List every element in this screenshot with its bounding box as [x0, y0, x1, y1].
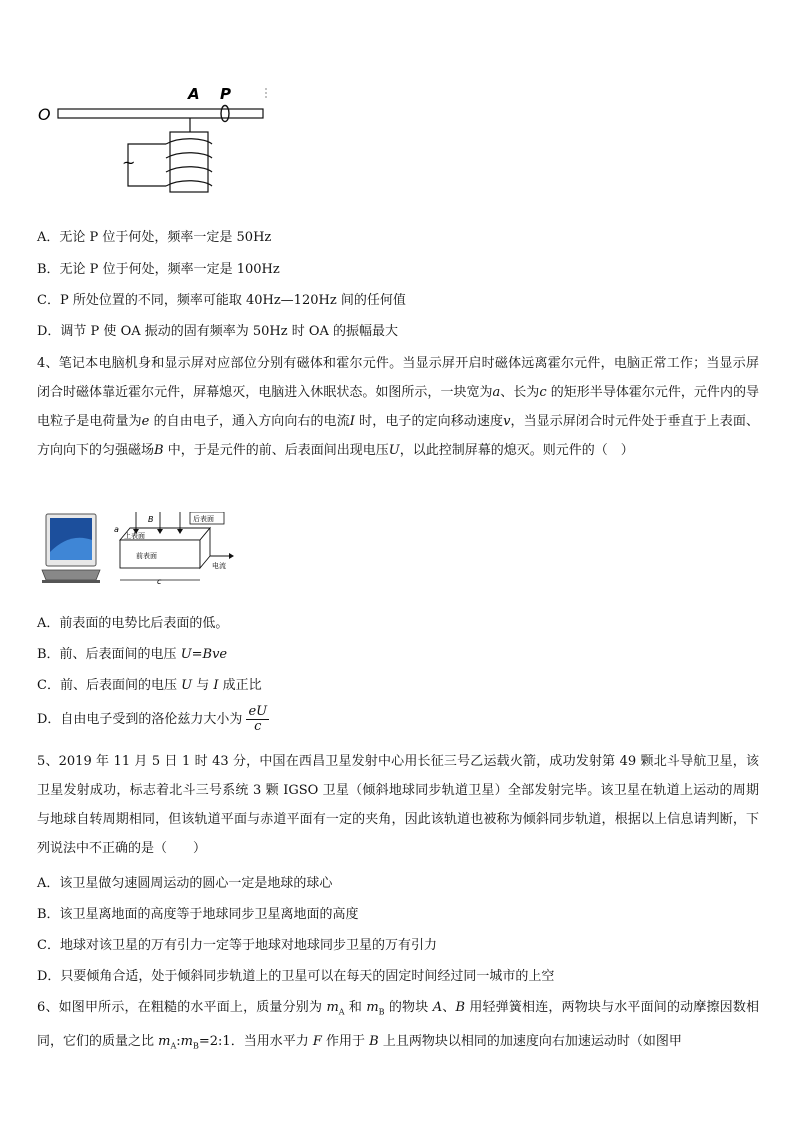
hall-element-figure	[40, 512, 240, 592]
label-top-surface: 上表面	[124, 532, 145, 540]
q5-option-d: D．只要倾角合适，处于倾斜同步轨道上的卫星可以在每天的固定时间经过同一城市的上空	[37, 969, 555, 984]
q4-stem: 4、笔记本电脑机身和显示屏对应部位分别有磁体和霍尔元件。当显示屏开启时磁体远离霍尔元件，电脑正常工作；当显示屏闭合时磁体靠近霍尔元件，屏幕熄灭，电脑进入休眠状态。如图所示，一块宽为a、长为c 的矩形半导体霍尔元件，元件内的导电粒子是电荷量为e 的自由电子，通入方向向右的电流I 时，电子的定向移动速度v，当显示屏闭合时元件处于垂直于上表面、方向向下的匀强磁场B 中，于是元件的前、后表面间出现电压U，以此控制屏幕的熄灭。则元件的（ ）	[37, 356, 759, 458]
ac-source-icon: ~	[122, 153, 136, 172]
lorentz-fraction: $\frac{eU}{c}$	[248, 704, 268, 734]
coil-core	[170, 132, 208, 192]
q4-option-d: D．自由电子受到的洛伦兹力大小为 $\frac{eU}{c}$	[37, 704, 268, 734]
q5-stem: 5、2019 年 11 月 5 日 1 时 43 分，中国在西昌卫星发射中心用长征三号乙运载火箭，成功发射第 49 颗北斗导航卫星，该卫星发射成功，标志着北斗三号系统 3 颗 IGSO 卫星（倾斜地球同步轨道卫星）全部发射完毕。该卫星在轨道上运动的周期与地球自转周期相同，但该轨道平面与赤道平面有一定的夹角，因此该轨道也被称为倾斜同步轨道，根据以上信息请判断，下列说法中不正确的是（ ）	[37, 754, 759, 856]
q5-option-b: B．该卫星离地面的高度等于地球同步卫星离地面的高度	[37, 907, 359, 922]
label-O: O	[38, 105, 51, 124]
q4-option-b: B．前、后表面间的电压 U=Bve	[37, 647, 228, 662]
label-current: 电流	[212, 562, 226, 570]
label-back-surface: 后表面	[193, 515, 214, 523]
q4-option-a: A．前表面的电势比后表面的低。	[37, 616, 229, 631]
q5-option-a: A．该卫星做匀速圆周运动的圆心一定是地球的球心	[37, 876, 333, 891]
label-A: A	[188, 85, 200, 103]
q3-option-a: A．无论 P 位于何处，频率一定是 50Hz	[37, 230, 272, 245]
laptop-icon	[42, 514, 100, 583]
label-B: B	[148, 515, 154, 524]
q3-option-d: D．调节 P 使 OA 振动的固有频率为 50Hz 时 OA 的振幅最大	[37, 324, 399, 339]
q4-option-c: C．前、后表面间的电压 U 与 I 成正比	[37, 678, 262, 693]
rod-vibration-figure	[30, 82, 280, 198]
q6-stem: 6、如图甲所示，在粗糙的水平面上，质量分别为 $m_A$ 和 $m_B$ 的物块 A、B 用轻弹簧相连，两物块与水平面间的动摩擦因数相同，它们的质量之比 $m_A:m_B=2:1$．当用水平力 F 作用于 B 上且两物块以相同的加速度向右加速运动时（如图甲	[37, 1000, 759, 1051]
q3-option-b: B．无论 P 位于何处，频率一定是 100Hz	[37, 262, 280, 277]
q5-option-c: C．地球对该卫星的万有引力一定等于地球对地球同步卫星的万有引力	[37, 938, 437, 953]
label-P: P	[220, 85, 231, 103]
q3-option-c: C．P 所处位置的不同，频率可能取 40Hz—120Hz 间的任何值	[37, 293, 406, 308]
label-a: a	[114, 525, 119, 534]
label-front-surface: 前表面	[136, 552, 157, 560]
label-c: c	[157, 577, 162, 586]
rod	[58, 109, 263, 118]
